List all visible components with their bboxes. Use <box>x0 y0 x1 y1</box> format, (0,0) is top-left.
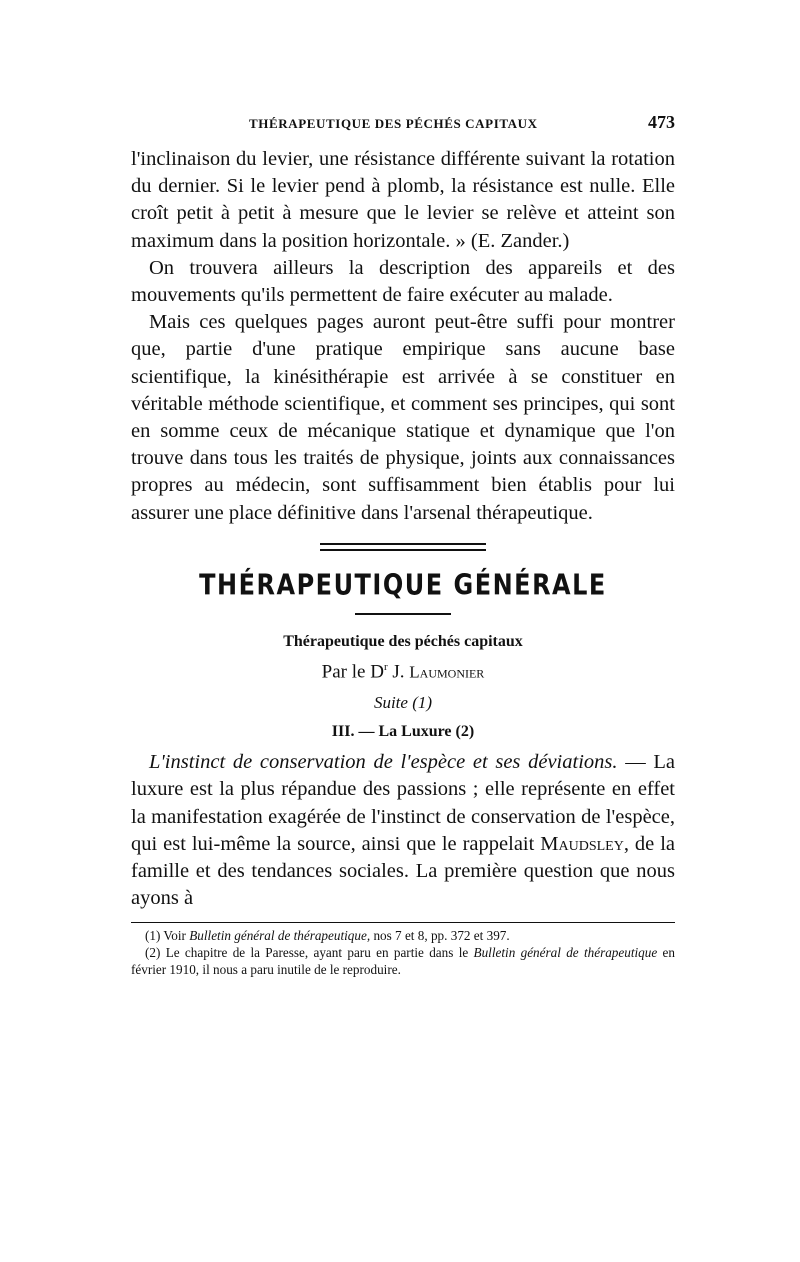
rule-divider <box>355 613 451 615</box>
paragraph-luxure <box>131 749 675 912</box>
footnote-2-suffix: en février 1910, il nous a paru inutile de le reproduire. <box>131 945 675 978</box>
footnote-1-suffix: nos 7 et 8, pp. 372 et 397. <box>370 928 510 944</box>
paragraph-apparatus: On trouvera ailleurs la description des appareils et des mouvements qu'ils permettent de faire exécuter au malade. <box>131 256 675 307</box>
byline-sup: r <box>383 660 388 673</box>
article-title: Thérapeutique des péchés capitaux <box>283 632 523 650</box>
running-header <box>131 110 675 136</box>
author-name: Laumonier <box>409 662 485 682</box>
byline-prefix: Par le D <box>321 661 384 683</box>
footnote-1-title: Bulletin général de thérapeutique, <box>189 928 371 944</box>
book-page <box>131 110 675 978</box>
suite-note: Suite (1) <box>373 693 433 713</box>
body-text-2: , de la famille et des tendances sociales. La première question que nous ayons à <box>131 832 675 910</box>
author-byline <box>131 661 675 683</box>
footnote-2-title: Bulletin général de thérapeutique <box>473 945 658 961</box>
footnote-2 <box>131 944 675 978</box>
running-title: THÉRAPEUTIQUE DES PÉCHÉS CAPITAUX <box>249 116 538 131</box>
footnote-1 <box>131 927 675 944</box>
footnote-2-prefix: (2) Le chapitre de la Paresse, ayant paru en partie dans le <box>145 945 474 961</box>
chapter-heading: III. — La Luxure (2) <box>331 723 475 741</box>
byline-initial: J. <box>392 661 405 683</box>
body-text-1: — La luxure est la plus répandue des passions ; elle représente en effet la manifestation exagérée de l'instinct de conservation de l'espèce, qui est lui-même la source, ainsi que le rappelait <box>131 751 675 855</box>
footnote-1-prefix: (1) Voir <box>145 928 190 944</box>
italic-intro: L'instinct de conservation de l'espèce et ses déviations. <box>149 751 618 774</box>
page-number: 473 <box>648 112 675 132</box>
section-title: THÉRAPEUTIQUE GÉNÉRALE <box>199 568 607 602</box>
footnotes <box>131 927 675 978</box>
paragraph-kinesitherapy: Mais ces quelques pages auront peut-être suffi pour montrer que, partie d'une pratique empirique sans aucune base scientifique, la kinésithérapie est arrivée à se constituer en véritable méthode scientifique, et comment ses principes, qui sont en somme ceux de mécanique statique et dynamique que l'on trouve dans tous les traités de physique, joints aux connaissances propres au médecin, sont suffisamment bien établis pour lui assurer une place définitive dans l'arsenal thérapeutique. <box>131 311 675 524</box>
cited-author: Maudsley <box>540 832 624 855</box>
double-rule-divider <box>320 543 486 551</box>
paragraph-continuation: l'inclinaison du levier, une résistance différente suivant la rotation du dernier. Si le levier pend à plomb, la résistance est nulle. Elle croît petit à petit à mesure que le levier se relève et atteint son maximum dans la position horizontale. » (E. Zander.) <box>131 148 675 252</box>
footnote-rule <box>131 922 675 923</box>
